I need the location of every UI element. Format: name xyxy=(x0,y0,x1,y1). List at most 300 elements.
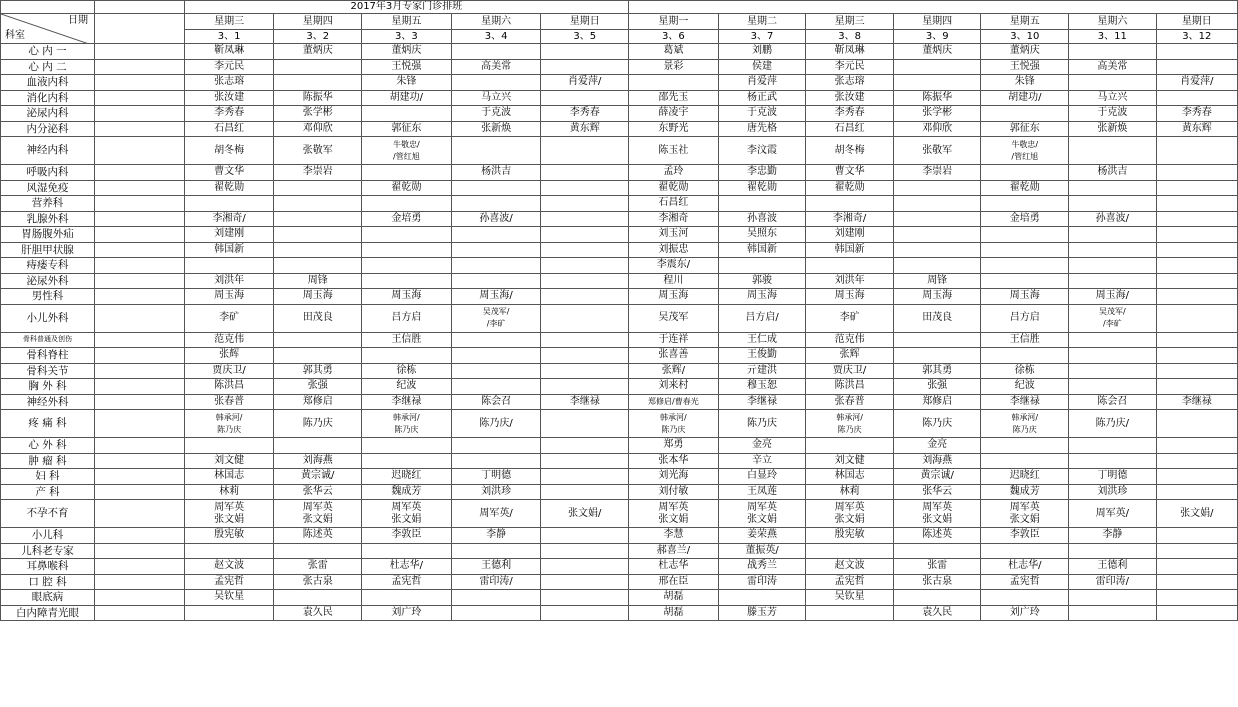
blank-cell xyxy=(95,137,185,165)
blank-cell xyxy=(95,242,185,258)
doctor-cell: 韩承河/ 陈乃庆 xyxy=(184,410,274,438)
doctor-cell xyxy=(893,196,981,212)
doctor-cell: 陈乃庆/ xyxy=(451,410,541,438)
doctor-cell: 黄宗诚/ xyxy=(893,469,981,485)
doctor-cell xyxy=(451,543,541,559)
doctor-cell xyxy=(541,304,629,332)
doctor-cell: 贾庆卫/ xyxy=(184,363,274,379)
doctor-cell: 陈会召 xyxy=(451,394,541,410)
doctor-cell: 张敬军 xyxy=(893,137,981,165)
doctor-cell: 唐先格 xyxy=(718,121,806,137)
dept-cell: 耳鼻喉科 xyxy=(1,559,95,575)
doctor-cell: 陈述英 xyxy=(274,528,362,544)
doctor-cell: 周锋 xyxy=(274,273,362,289)
doctor-cell: 殷宪敏 xyxy=(184,528,274,544)
table-row xyxy=(1,121,1238,137)
doctor-cell: 刘广玲 xyxy=(362,605,452,621)
doctor-cell: 马立兴 xyxy=(451,90,541,106)
table-row xyxy=(1,410,1238,438)
blank-cell xyxy=(95,469,185,485)
doctor-cell: 吴钦星 xyxy=(184,590,274,606)
doctor-cell xyxy=(541,363,629,379)
dept-cell: 口 腔 科 xyxy=(1,574,95,590)
doctor-cell xyxy=(541,273,629,289)
doctor-cell: 张学彬 xyxy=(274,106,362,122)
doctor-cell xyxy=(541,543,629,559)
doctor-cell: 马立兴 xyxy=(1069,90,1157,106)
doctor-cell: 董炳庆 xyxy=(362,44,452,60)
doctor-cell: 刘海燕 xyxy=(274,453,362,469)
dept-cell: 泌尿内科 xyxy=(1,106,95,122)
sheet-title: 2017年3月专家门诊排班 xyxy=(184,1,628,14)
doctor-cell: 吴照东 xyxy=(718,227,806,243)
table-row xyxy=(1,165,1238,181)
doctor-cell xyxy=(1156,258,1237,274)
dept-cell: 不孕不育 xyxy=(1,500,95,528)
dept-cell: 内分泌科 xyxy=(1,121,95,137)
doctor-cell: 张新焕 xyxy=(451,121,541,137)
table-row xyxy=(1,332,1238,348)
doctor-cell: 孙喜波/ xyxy=(451,211,541,227)
doctor-cell xyxy=(541,574,629,590)
doctor-cell xyxy=(362,165,452,181)
doctor-cell xyxy=(1156,211,1237,227)
doctor-cell: 郑修启/曹春光 xyxy=(629,394,719,410)
doctor-cell: 陈乃庆 xyxy=(893,410,981,438)
doctor-cell: 胡磊 xyxy=(629,590,719,606)
doctor-cell xyxy=(274,211,362,227)
table-row xyxy=(1,500,1238,528)
doctor-cell: 孟玲 xyxy=(629,165,719,181)
doctor-cell xyxy=(541,590,629,606)
doctor-cell: 翟乾勋 xyxy=(718,180,806,196)
dept-cell: 神经内科 xyxy=(1,137,95,165)
doctor-cell: 王悦强 xyxy=(362,59,452,75)
blank-cell xyxy=(95,121,185,137)
doctor-cell: 孟宪哲 xyxy=(981,574,1069,590)
dept-cell: 心 内 二 xyxy=(1,59,95,75)
table-row xyxy=(1,227,1238,243)
doctor-cell: 李敦臣 xyxy=(362,528,452,544)
doctor-cell: 董炳庆 xyxy=(274,44,362,60)
doctor-cell: 魏成芳 xyxy=(362,484,452,500)
table-row xyxy=(1,304,1238,332)
doctor-cell: 王仁成 xyxy=(718,332,806,348)
doctor-cell xyxy=(1156,379,1237,395)
doctor-cell xyxy=(1156,590,1237,606)
dept-cell: 痔瘘专科 xyxy=(1,258,95,274)
blank-cell xyxy=(95,379,185,395)
doctor-cell xyxy=(1069,273,1157,289)
doctor-cell xyxy=(541,484,629,500)
doctor-cell: 孟宪哲 xyxy=(184,574,274,590)
doctor-cell: 周玉海 xyxy=(184,289,274,305)
table-row xyxy=(1,543,1238,559)
dept-cell: 心 外 科 xyxy=(1,438,95,454)
doctor-cell: 李静 xyxy=(1069,528,1157,544)
doctor-cell: 周军英 张文娟 xyxy=(629,500,719,528)
doctor-cell xyxy=(1069,180,1157,196)
doctor-cell: 雷印涛/ xyxy=(1069,574,1157,590)
doctor-cell: 张汝建 xyxy=(184,90,274,106)
doctor-cell xyxy=(981,165,1069,181)
blank-cell xyxy=(95,273,185,289)
doctor-cell: 李敦臣 xyxy=(981,528,1069,544)
doctor-cell: 黄东辉 xyxy=(1156,121,1237,137)
doctor-cell xyxy=(1069,438,1157,454)
doctor-cell: 贾庆卫/ xyxy=(806,363,894,379)
doctor-cell: 张志瑢 xyxy=(184,75,274,91)
doctor-cell xyxy=(362,273,452,289)
doctor-cell xyxy=(451,332,541,348)
doctor-cell: 周玉海/ xyxy=(451,289,541,305)
dept-cell: 消化内科 xyxy=(1,90,95,106)
doctor-cell: 丁明德 xyxy=(1069,469,1157,485)
doctor-cell: 朱锋 xyxy=(362,75,452,91)
doctor-cell xyxy=(1069,605,1157,621)
table-row xyxy=(1,44,1238,60)
doctor-cell xyxy=(451,137,541,165)
table-row xyxy=(1,242,1238,258)
doctor-cell: 孙喜波/ xyxy=(1069,211,1157,227)
doctor-cell xyxy=(1069,137,1157,165)
doctor-cell: 张学彬 xyxy=(893,106,981,122)
doctor-cell: 孙喜波 xyxy=(718,211,806,227)
table-row xyxy=(1,75,1238,91)
doctor-cell xyxy=(1069,332,1157,348)
doctor-cell: 韩国新 xyxy=(806,242,894,258)
doctor-cell: 周军英 张文娟 xyxy=(184,500,274,528)
blank-cell xyxy=(95,59,185,75)
doctor-cell: 张本华 xyxy=(629,453,719,469)
table-row xyxy=(1,484,1238,500)
doctor-cell: 韩承河/ 陈乃庆 xyxy=(629,410,719,438)
doctor-cell: 吕方启 xyxy=(362,304,452,332)
table-row xyxy=(1,137,1238,165)
table-row xyxy=(1,211,1238,227)
doctor-cell: 陈述英 xyxy=(893,528,981,544)
doctor-cell xyxy=(362,438,452,454)
doctor-cell xyxy=(541,332,629,348)
doctor-cell: 张古泉 xyxy=(274,574,362,590)
doctor-cell xyxy=(893,543,981,559)
dept-cell: 骨科普通及创伤 xyxy=(1,332,95,348)
doctor-cell: 翟乾勋 xyxy=(981,180,1069,196)
doctor-cell: 陈乃庆 xyxy=(274,410,362,438)
doctor-cell: 周玉海 xyxy=(718,289,806,305)
doctor-cell: 刘洪年 xyxy=(184,273,274,289)
doctor-cell: 李继禄 xyxy=(362,394,452,410)
blank-cell xyxy=(95,211,185,227)
doctor-cell: 吕方启 xyxy=(981,304,1069,332)
weekday-header: 星期五 xyxy=(362,14,452,30)
doctor-cell xyxy=(893,75,981,91)
doctor-cell xyxy=(1156,453,1237,469)
doctor-cell: 周军英 张文娟 xyxy=(274,500,362,528)
doctor-cell: 翟乾勋 xyxy=(362,180,452,196)
doctor-cell: 陈振华 xyxy=(893,90,981,106)
doctor-cell xyxy=(981,438,1069,454)
doctor-cell: 王悦强 xyxy=(981,59,1069,75)
doctor-cell xyxy=(541,44,629,60)
table-row xyxy=(1,106,1238,122)
doctor-cell: 辛立 xyxy=(718,453,806,469)
doctor-cell: 王德利 xyxy=(1069,559,1157,575)
doctor-cell: 王凤莲 xyxy=(718,484,806,500)
doctor-cell: 徐栋 xyxy=(981,363,1069,379)
doctor-cell: 李秀春 xyxy=(806,106,894,122)
doctor-cell: 侯建 xyxy=(718,59,806,75)
doctor-cell xyxy=(1156,273,1237,289)
doctor-cell xyxy=(541,227,629,243)
doctor-cell: 李继禄 xyxy=(718,394,806,410)
doctor-cell xyxy=(1069,258,1157,274)
doctor-cell xyxy=(362,106,452,122)
doctor-cell: 刘鹏 xyxy=(718,44,806,60)
doctor-cell xyxy=(541,258,629,274)
doctor-cell xyxy=(541,410,629,438)
date-header: 3、9 xyxy=(893,30,981,44)
doctor-cell: 陈乃庆/ xyxy=(1069,410,1157,438)
doctor-cell: 纪波 xyxy=(362,379,452,395)
blank-cell xyxy=(95,180,185,196)
doctor-cell: 翟乾勋 xyxy=(184,180,274,196)
blank-cell xyxy=(95,500,185,528)
weekday-header: 星期三 xyxy=(184,14,274,30)
doctor-cell: 姜荣燕 xyxy=(718,528,806,544)
doctor-cell xyxy=(362,258,452,274)
doctor-cell: 范克伟 xyxy=(184,332,274,348)
weekday-header: 星期四 xyxy=(893,14,981,30)
doctor-cell: 周军英/ xyxy=(451,500,541,528)
blank-cell xyxy=(95,289,185,305)
doctor-cell xyxy=(1156,332,1237,348)
doctor-cell: 高美常 xyxy=(1069,59,1157,75)
doctor-cell xyxy=(1156,469,1237,485)
doctor-cell: 董炳庆 xyxy=(981,44,1069,60)
doctor-cell: 邢在臣 xyxy=(629,574,719,590)
dept-cell: 儿科老专家 xyxy=(1,543,95,559)
doctor-cell: 田茂良 xyxy=(893,304,981,332)
doctor-cell xyxy=(541,379,629,395)
doctor-cell xyxy=(1156,242,1237,258)
date-header: 3、3 xyxy=(362,30,452,44)
blank-cell xyxy=(95,106,185,122)
table-row xyxy=(1,469,1238,485)
doctor-cell xyxy=(806,543,894,559)
doctor-cell: 牛敬忠/ /管红旭 xyxy=(362,137,452,165)
doctor-cell: 周玉海 xyxy=(893,289,981,305)
doctor-cell xyxy=(981,348,1069,364)
blank-cell xyxy=(95,348,185,364)
dept-cell: 呼吸内科 xyxy=(1,165,95,181)
blank-cell xyxy=(95,258,185,274)
doctor-cell: 吴钦星 xyxy=(806,590,894,606)
doctor-cell: 王信胜 xyxy=(981,332,1069,348)
doctor-cell xyxy=(1156,484,1237,500)
doctor-cell: 邵先玉 xyxy=(629,90,719,106)
doctor-cell xyxy=(629,75,719,91)
dept-cell: 小儿科 xyxy=(1,528,95,544)
doctor-cell xyxy=(451,363,541,379)
doctor-cell xyxy=(451,590,541,606)
doctor-cell: 白显玲 xyxy=(718,469,806,485)
weekday-header: 星期六 xyxy=(1069,14,1157,30)
blank-cell xyxy=(95,196,185,212)
doctor-cell: 韩国新 xyxy=(718,242,806,258)
doctor-cell: 孟宪哲 xyxy=(362,574,452,590)
doctor-cell: 张雷 xyxy=(274,559,362,575)
doctor-cell: 刘付敏 xyxy=(629,484,719,500)
doctor-cell: 董振英/ xyxy=(718,543,806,559)
doctor-cell: 李震东/ xyxy=(629,258,719,274)
doctor-cell: 刘来村 xyxy=(629,379,719,395)
doctor-cell xyxy=(893,227,981,243)
doctor-cell xyxy=(1069,196,1157,212)
doctor-cell: 石昌红 xyxy=(806,121,894,137)
doctor-cell: 金培勇 xyxy=(981,211,1069,227)
blank-cell xyxy=(95,304,185,332)
doctor-cell xyxy=(274,196,362,212)
doctor-cell: 赵文波 xyxy=(806,559,894,575)
doctor-cell xyxy=(806,438,894,454)
dept-cell: 产 科 xyxy=(1,484,95,500)
date-header: 3、12 xyxy=(1156,30,1237,44)
doctor-cell xyxy=(451,196,541,212)
doctor-cell xyxy=(1156,289,1237,305)
doctor-cell: 范克伟 xyxy=(806,332,894,348)
doctor-cell: 胡冬梅 xyxy=(184,137,274,165)
doctor-cell: 董炳庆 xyxy=(893,44,981,60)
doctor-cell xyxy=(893,332,981,348)
doctor-cell xyxy=(981,273,1069,289)
doctor-cell: 张辉/ xyxy=(629,363,719,379)
doctor-cell: 胡磊 xyxy=(629,605,719,621)
doctor-cell: 靳凤琳 xyxy=(806,44,894,60)
doctor-cell xyxy=(981,543,1069,559)
doctor-cell: 牛敬忠/ /管红旭 xyxy=(981,137,1069,165)
doctor-cell: 周军英 张文娟 xyxy=(718,500,806,528)
doctor-cell xyxy=(1069,453,1157,469)
doctor-cell xyxy=(981,258,1069,274)
doctor-cell: 靳凤琳 xyxy=(184,44,274,60)
doctor-cell xyxy=(184,196,274,212)
doctor-cell: 吴茂军 xyxy=(629,304,719,332)
doctor-cell xyxy=(981,453,1069,469)
table-row xyxy=(1,394,1238,410)
blank-cell xyxy=(95,438,185,454)
doctor-cell: 韩承河/ 陈乃庆 xyxy=(362,410,452,438)
doctor-cell: 袁久民 xyxy=(274,605,362,621)
doctor-cell xyxy=(1156,543,1237,559)
table-row xyxy=(1,59,1238,75)
doctor-cell: 张新焕 xyxy=(1069,121,1157,137)
dept-cell: 眼底病 xyxy=(1,590,95,606)
doctor-cell xyxy=(1156,410,1237,438)
doctor-cell: 田茂良 xyxy=(274,304,362,332)
doctor-cell: 纪波 xyxy=(981,379,1069,395)
doctor-cell xyxy=(362,590,452,606)
doctor-cell: 刘海燕 xyxy=(893,453,981,469)
weekday-header: 星期五 xyxy=(981,14,1069,30)
doctor-cell xyxy=(541,90,629,106)
doctor-cell xyxy=(718,258,806,274)
doctor-cell xyxy=(1069,363,1157,379)
doctor-cell: 李矿 xyxy=(806,304,894,332)
doctor-cell xyxy=(1156,227,1237,243)
doctor-cell: 李继禄 xyxy=(541,394,629,410)
doctor-cell xyxy=(362,196,452,212)
table-row xyxy=(1,528,1238,544)
doctor-cell: 韩承河/ 陈乃庆 xyxy=(981,410,1069,438)
corner-dept-label: 科室 xyxy=(5,30,25,41)
doctor-cell: 周军英/ xyxy=(1069,500,1157,528)
dept-cell: 血液内科 xyxy=(1,75,95,91)
date-header: 3、7 xyxy=(718,30,806,44)
weekday-header: 星期六 xyxy=(451,14,541,30)
doctor-cell: 张强 xyxy=(274,379,362,395)
doctor-cell: 雷印涛/ xyxy=(451,574,541,590)
doctor-cell xyxy=(718,590,806,606)
doctor-cell: 李秀春 xyxy=(184,106,274,122)
doctor-cell xyxy=(451,605,541,621)
doctor-cell: 肖爱萍 xyxy=(718,75,806,91)
doctor-cell xyxy=(1156,196,1237,212)
doctor-cell: 刘文健 xyxy=(806,453,894,469)
doctor-cell: 李继禄 xyxy=(1156,394,1237,410)
weekday-header: 星期日 xyxy=(1156,14,1237,30)
doctor-cell: 魏成芳 xyxy=(981,484,1069,500)
doctor-cell: 张华云 xyxy=(893,484,981,500)
doctor-cell: 李崇岩 xyxy=(893,165,981,181)
doctor-cell: 周军英 张文娟 xyxy=(806,500,894,528)
doctor-cell: 李汶霞 xyxy=(718,137,806,165)
doctor-cell xyxy=(541,59,629,75)
dept-cell: 骨科关节 xyxy=(1,363,95,379)
doctor-cell: 杨正武 xyxy=(718,90,806,106)
doctor-cell: 赵文波 xyxy=(184,559,274,575)
dept-cell: 骨科脊柱 xyxy=(1,348,95,364)
date-header: 3、10 xyxy=(981,30,1069,44)
doctor-cell: 周玉海 xyxy=(806,289,894,305)
doctor-cell: 程川 xyxy=(629,273,719,289)
doctor-cell xyxy=(981,227,1069,243)
doctor-cell: 刘洪珍 xyxy=(1069,484,1157,500)
date-header: 3、1 xyxy=(184,30,274,44)
doctor-cell: 李湘奇/ xyxy=(184,211,274,227)
dept-cell: 胃肠腹外疝 xyxy=(1,227,95,243)
doctor-cell: 葛斌 xyxy=(629,44,719,60)
doctor-cell xyxy=(981,590,1069,606)
table-row xyxy=(1,196,1238,212)
doctor-cell: 刘光海 xyxy=(629,469,719,485)
blank-cell xyxy=(95,90,185,106)
doctor-cell xyxy=(274,332,362,348)
doctor-cell xyxy=(1156,574,1237,590)
doctor-cell xyxy=(541,559,629,575)
doctor-cell: 亓建洪 xyxy=(718,363,806,379)
blank-cell xyxy=(95,75,185,91)
table-row xyxy=(1,574,1238,590)
doctor-cell: 李慧 xyxy=(629,528,719,544)
doctor-cell xyxy=(541,289,629,305)
doctor-cell: 张华云 xyxy=(274,484,362,500)
doctor-cell xyxy=(541,211,629,227)
dept-cell: 风湿免疫 xyxy=(1,180,95,196)
doctor-cell: 刘建刚 xyxy=(184,227,274,243)
weekday-header: 星期一 xyxy=(629,14,719,30)
date-header: 3、8 xyxy=(806,30,894,44)
